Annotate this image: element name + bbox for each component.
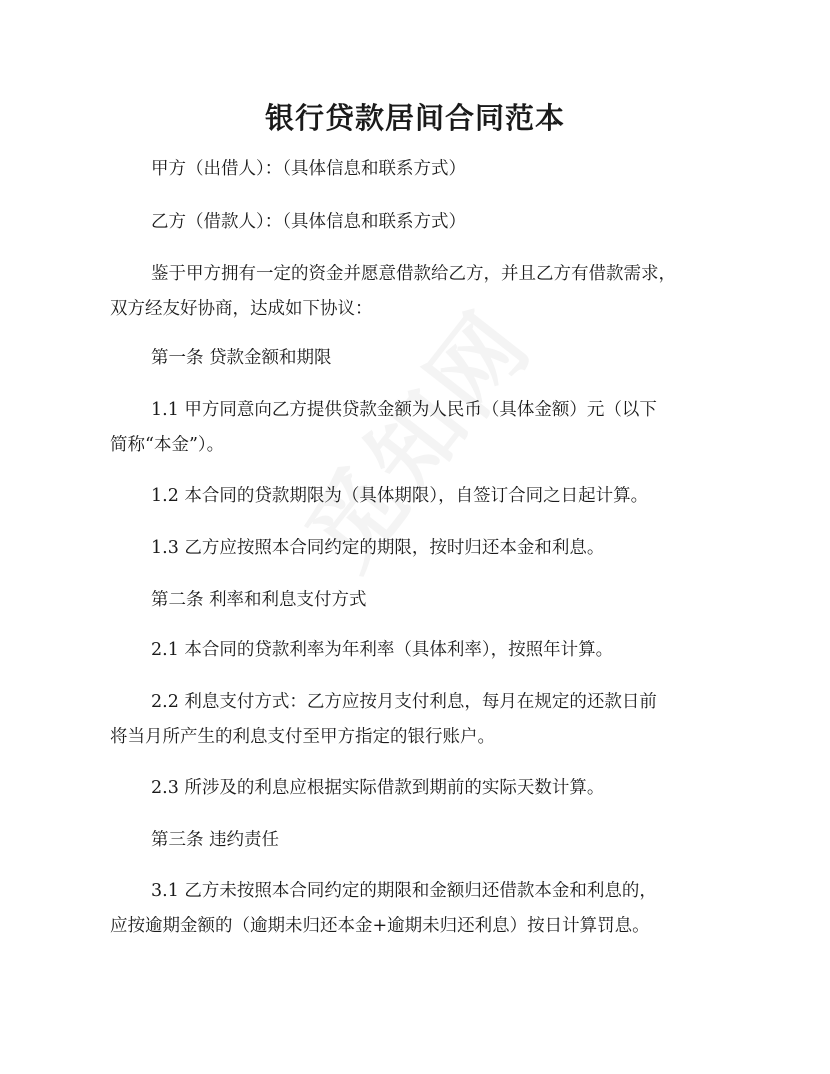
clause-1-3 (110, 531, 730, 566)
text-line: 乙方（借款人）：（具体信息和联系方式） (151, 212, 466, 232)
clause-1-2 (110, 479, 730, 514)
text-line: 第二条 利率和利息支付方式 (151, 590, 367, 610)
preamble-paragraph (110, 257, 730, 327)
text-line: 2.2 利息支付方式：乙方应按月支付利息，每月在规定的还款日前 (151, 692, 657, 712)
text-line: 1.1 甲方同意向乙方提供贷款金额为人民币（具体金额）元（以下 (151, 400, 657, 420)
text-line: 第一条 贷款金额和期限 (151, 348, 332, 368)
text-line: 应按逾期金额的（逾期未归还本金+逾期未归还利息）按日计算罚息。 (110, 916, 650, 936)
article-1-heading (110, 341, 730, 376)
clause-2-2 (110, 685, 730, 755)
text-line: 第三条 违约责任 (151, 830, 280, 850)
text-line: 将当月所产生的利息支付至甲方指定的银行账户。 (110, 727, 495, 747)
text-line: 鉴于甲方拥有一定的资金并愿意借款给乙方，并且乙方有借款需求， (151, 264, 676, 284)
party-b-line (110, 205, 730, 240)
text-line: 3.1 乙方未按照本合同约定的期限和金额归还借款本金和利息的， (151, 881, 657, 901)
text-line: 1.2 本合同的贷款期限为（具体期限），自签订合同之日起计算。 (151, 486, 649, 506)
text-line: 2.3 所涉及的利息应根据实际借款到期前的实际天数计算。 (151, 778, 605, 798)
text-line: 双方经友好协商，达成如下协议： (110, 299, 373, 319)
document-title: 银行贷款居间合同范本 (264, 101, 565, 135)
article-2-heading (110, 583, 730, 618)
article-3-heading (110, 823, 730, 858)
text-line: 2.1 本合同的贷款利率为年利率（具体利率），按照年计算。 (151, 640, 614, 660)
clause-2-3 (110, 771, 730, 806)
text-line: 甲方（出借人）：（具体信息和联系方式） (151, 159, 466, 179)
text-line: 简称“本金”）。 (110, 435, 225, 455)
clause-1-1 (110, 393, 730, 463)
clause-3-1 (110, 874, 730, 944)
clause-2-1 (110, 633, 730, 668)
party-a-line (110, 152, 730, 187)
text-line: 1.3 乙方应按照本合同约定的期限，按时归还本金和利息。 (151, 538, 605, 558)
